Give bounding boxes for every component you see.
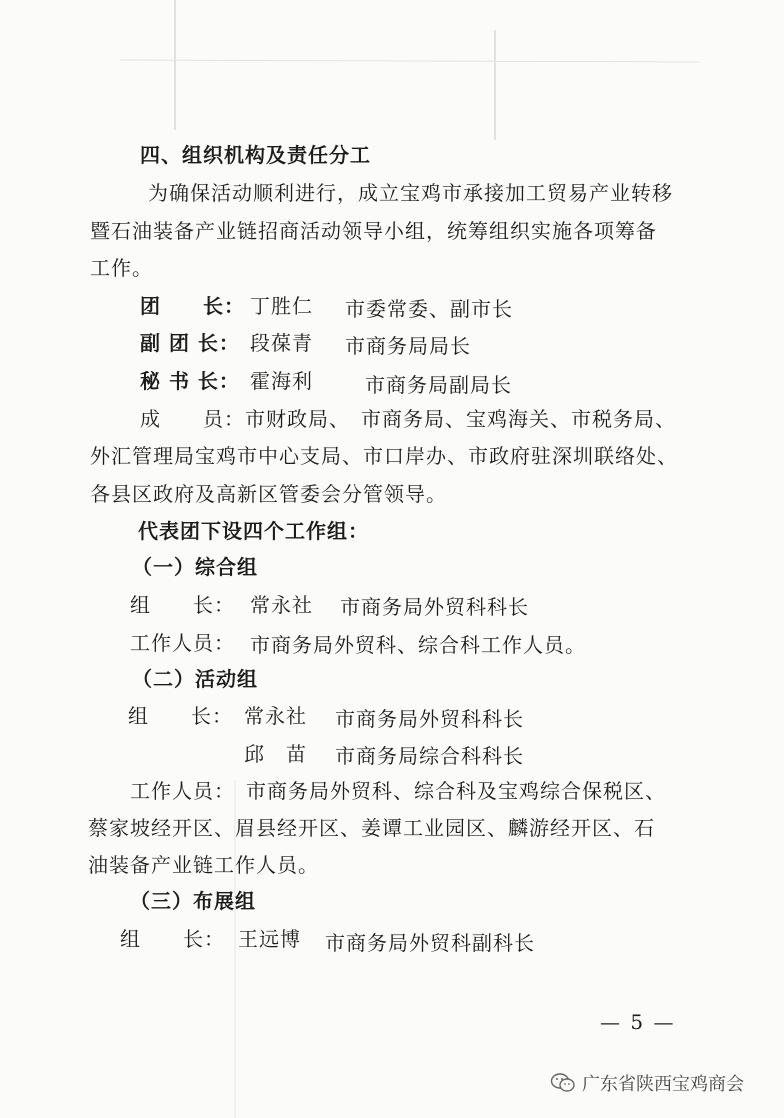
group1-staff-role: 工作人员： [130,631,235,655]
group2-staff-line-2: 蔡家坡经开区、眉县经开区、姜谭工业园区、麟游经开区、石 [88,816,655,840]
leader-role: 副 团 长： [140,331,240,355]
watermark [550,1070,744,1096]
members-line-2: 外汇管理局宝鸡市中心支局、市口岸办、市政府驻深圳联络处、 [90,444,678,468]
group1-leader-title: 市商务局外贸科科长 [340,595,529,619]
group2-leader-role: 组 长： [128,704,233,728]
section-heading: 四、组织机构及责任分工 [140,143,371,167]
group3-leader-role: 组 长： [120,927,225,951]
group2-staff-line-3: 油装备产业链工作人员。 [88,853,319,877]
members-line-3: 各县区政府及高新区管委会分管领导。 [90,482,447,506]
group1-leader-name: 常永社 [250,593,313,617]
group1-staff: 市商务局外贸科、综合科工作人员。 [250,633,586,657]
group2-title: （二）活动组 [132,667,258,691]
leader-role: 秘 书 长： [140,369,240,393]
leader-title: 市委常委、副市长 [345,297,513,321]
group3-title: （三）布展组 [130,889,256,913]
intro-line-3: 工作。 [90,256,153,280]
intro-line-1: 为确保活动顺利进行，成立宝鸡市承接加工贸易产业转移 [148,181,673,205]
group1-leader-role: 组 长： [130,593,235,617]
group2-staff-line-1: 工作人员： 市商务局外贸科、综合科及宝鸡综合保税区、 [130,779,666,803]
leader-role: 团 长： [140,294,245,318]
wechat-icon [550,1072,576,1094]
page-number: — 5 — [600,1010,676,1034]
group1-title: （一）综合组 [132,555,258,579]
group2-leader2-name: 邱 苗 [244,742,307,766]
members-line-1: 成 员：市财政局、 市商务局、宝鸡海关、市税务局、 [140,407,676,431]
leader-name: 丁胜仁 [250,294,313,318]
leader-name: 霍海利 [250,369,313,393]
group2-leader1-name: 常永社 [244,704,307,728]
intro-line-2: 暨石油装备产业链招商活动领导小组，统筹组织实施各项筹备 [90,219,657,243]
group2-leader1-title: 市商务局外贸科科长 [335,707,524,731]
group3-leader-name: 王远博 [238,927,301,951]
leader-name: 段葆青 [250,331,313,355]
watermark-text: 广东省陕西宝鸡商会 [582,1074,744,1095]
leader-title: 市商务局局长 [345,334,471,358]
group2-leader2-title: 市商务局综合科科长 [335,744,524,768]
groups-intro: 代表团下设四个工作组： [138,519,369,543]
leader-title: 市商务局副局长 [365,373,512,397]
group3-leader-title: 市商务局外贸科副科长 [325,931,535,955]
